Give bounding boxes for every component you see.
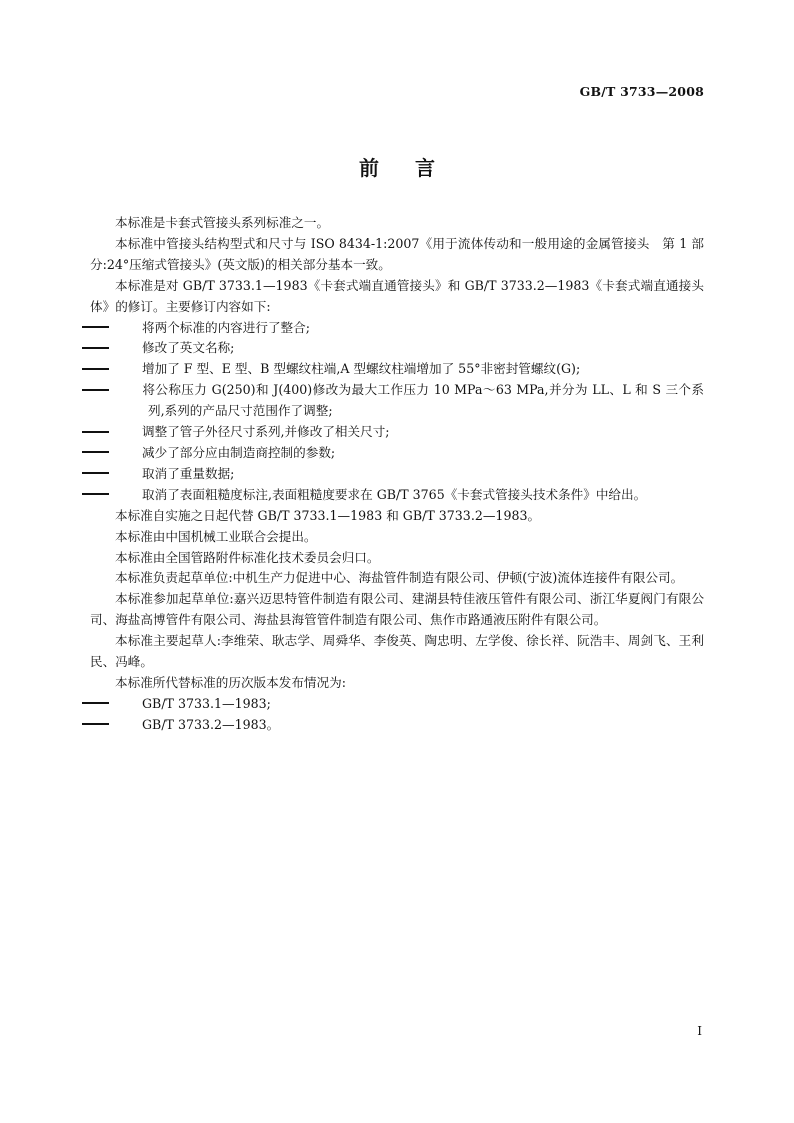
list-item-text: 修改了英文名称; bbox=[142, 340, 235, 356]
dash-bullet bbox=[115, 715, 142, 736]
dash-bullet bbox=[115, 380, 142, 401]
paragraph: 本标准是卡套式管接头系列标准之一。 bbox=[115, 215, 330, 230]
dash-bullet bbox=[115, 485, 142, 506]
list-item-text: 增加了 F 型、E 型、B 型螺纹柱端,A 型螺纹柱端增加了 55°非密封管螺纹(G); bbox=[142, 361, 581, 377]
paragraph: 本标准中管接头结构型式和尺寸与 ISO 8434-1:2007《用于流体传动和一般用途的金属管接头 第 1 部分:24°压缩式管接头》(英文版)的相关部分基本一致。 bbox=[90, 235, 704, 272]
dash-bullet bbox=[115, 318, 142, 339]
paragraph: 本标准由中国机械工业联合会提出。 bbox=[115, 528, 317, 544]
document-code: GB/T 3733—2008 bbox=[579, 84, 704, 99]
paragraph: 本标准主要起草人:李维荣、耿志学、周舜华、李俊英、陶忠明、左学俊、徐长祥、阮浩丰、周剑飞、王利民、冯峰。 bbox=[90, 633, 704, 670]
list-item-text: 调整了管子外径尺寸系列,并修改了相关尺寸; bbox=[142, 424, 390, 440]
list-item bbox=[90, 359, 704, 380]
dash-bullet bbox=[115, 694, 142, 715]
dash-bullet bbox=[115, 422, 142, 443]
list-item bbox=[90, 485, 704, 506]
list-item bbox=[90, 464, 704, 485]
paragraph: 本标准所代替标准的历次版本发布情况为: bbox=[115, 674, 346, 690]
dash-bullet bbox=[115, 464, 142, 485]
dash-bullet bbox=[115, 359, 142, 380]
paragraph: 本标准自实施之日起代替 GB/T 3733.1—1983 和 GB/T 3733.2—1983。 bbox=[115, 507, 541, 523]
paragraph: 本标准负责起草单位:中机生产力促进中心、海盐管件制造有限公司、伊顿(宁波)流体连接件有限公司。 bbox=[115, 570, 684, 586]
list-item bbox=[90, 422, 704, 443]
list-item bbox=[90, 338, 704, 359]
list-item bbox=[90, 694, 704, 715]
list-item-text: GB/T 3733.2—1983。 bbox=[142, 716, 280, 732]
list-item-text: GB/T 3733.1—1983; bbox=[142, 695, 271, 711]
list-item-text: 减少了部分应由制造商控制的参数; bbox=[142, 444, 336, 460]
list-item bbox=[90, 443, 704, 464]
list-item bbox=[90, 318, 704, 339]
list-item-text: 将公称压力 G(250)和 J(400)修改为最大工作压力 10 MPa～63 MPa,并分为 LL、L 和 S 三个系列,系列的产品尺寸范围作了调整; bbox=[142, 382, 704, 419]
list-item-text: 将两个标准的内容进行了整合; bbox=[142, 319, 310, 335]
list-item-text: 取消了重量数据; bbox=[142, 465, 235, 481]
list-item bbox=[90, 715, 704, 736]
paragraph: 本标准由全国管路附件标准化技术委员会归口。 bbox=[115, 549, 380, 565]
dash-bullet bbox=[115, 443, 142, 464]
document-body bbox=[90, 213, 704, 736]
paragraph: 本标准参加起草单位:嘉兴迈思特管件制造有限公司、建湖县特佳液压管件有限公司、浙江华夏阀门有限公司、海盐高博管件有限公司、海盐县海管管件制造有限公司、焦作市路通液压附件有限公司。 bbox=[90, 591, 704, 628]
dash-bullet bbox=[115, 338, 142, 359]
list-item-text: 取消了表面粗糙度标注,表面粗糙度要求在 GB/T 3765《卡套式管接头技术条件》中给出。 bbox=[142, 486, 647, 502]
page-number: I bbox=[697, 1024, 702, 1038]
list-item bbox=[90, 380, 704, 422]
page-title: 前言 bbox=[359, 156, 471, 180]
paragraph: 本标准是对 GB/T 3733.1—1983《卡套式端直通管接头》和 GB/T 3733.2—1983《卡套式端直通接头体》的修订。主要修订内容如下: bbox=[90, 277, 704, 314]
